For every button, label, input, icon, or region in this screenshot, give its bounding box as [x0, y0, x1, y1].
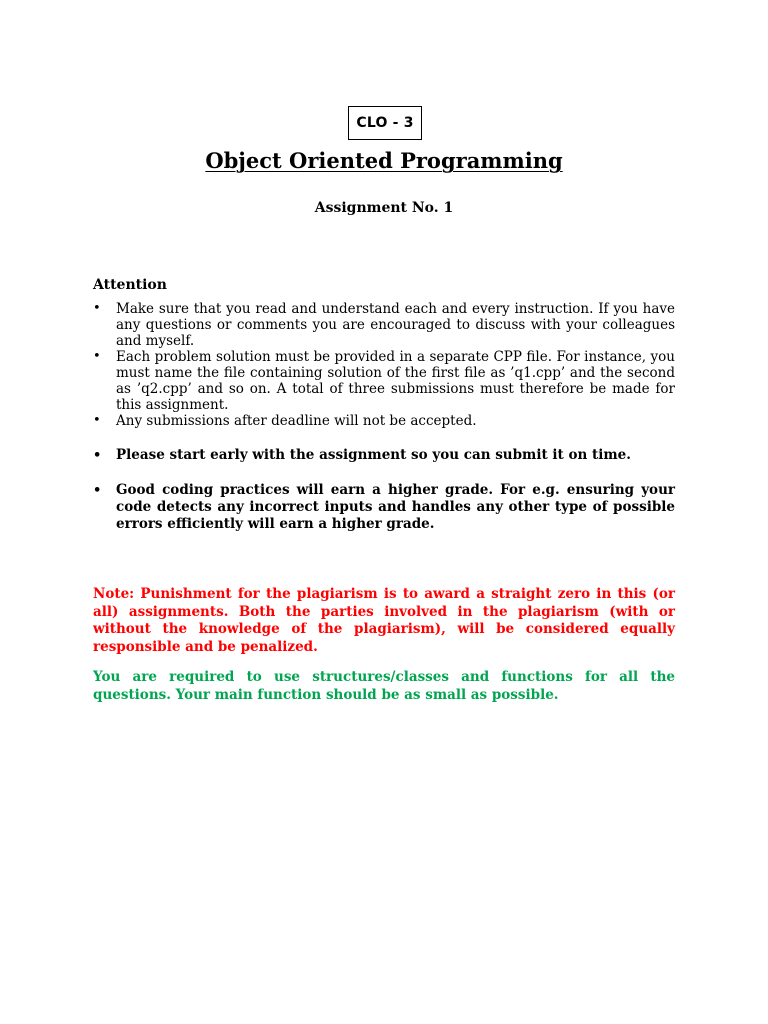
requirement-note: You are required to use structures/classes and functions for all the questions. Your main function should be as small as possible.	[93, 669, 675, 703]
document-title: Object Oriented Programming	[205, 148, 563, 173]
plagiarism-note: Note: Punishment for the plagiarism is to award a straight zero in this (or all) assignments. Both the parties involved in the plagiarism (with or without the knowledge of the plagiarism), will be considered equally responsible and be penalized.	[93, 586, 675, 655]
list-item	[93, 482, 675, 533]
bullet-icon: •	[93, 349, 101, 364]
bullet-icon: •	[93, 301, 101, 316]
list-item-text: Please start early with the assignment so you can submit it on time.	[116, 447, 631, 463]
list-item	[93, 349, 675, 413]
list-item-text: Make sure that you read and understand each and every instruction. If you have any questions or comments you are encouraged to discuss with your colleagues and myself.	[116, 301, 675, 349]
bullet-icon: •	[93, 448, 102, 463]
list-item-text: Each problem solution must be provided in a separate CPP file. For instance, you must name the file containing solution of the first file as ’q1.cpp’ and the second as ’q2.cpp’ and so on. A total of three submissions must therefore be made for this assignment.	[116, 349, 675, 413]
list-item	[93, 447, 675, 464]
instruction-list	[93, 301, 675, 533]
bullet-icon: •	[93, 483, 102, 498]
bullet-icon: •	[93, 413, 101, 428]
assignment-number: Assignment No. 1	[314, 200, 454, 216]
clo-badge: CLO - 3	[348, 106, 422, 140]
list-item	[93, 301, 675, 349]
list-item-text: Any submissions after deadline will not be accepted.	[116, 413, 477, 429]
attention-heading: Attention	[93, 277, 167, 293]
list-item	[93, 413, 675, 429]
list-item-text: Good coding practices will earn a higher grade. For e.g. ensuring your code detects any incorrect inputs and handles any other type of possible errors efficiently will earn a higher grade.	[116, 482, 675, 532]
